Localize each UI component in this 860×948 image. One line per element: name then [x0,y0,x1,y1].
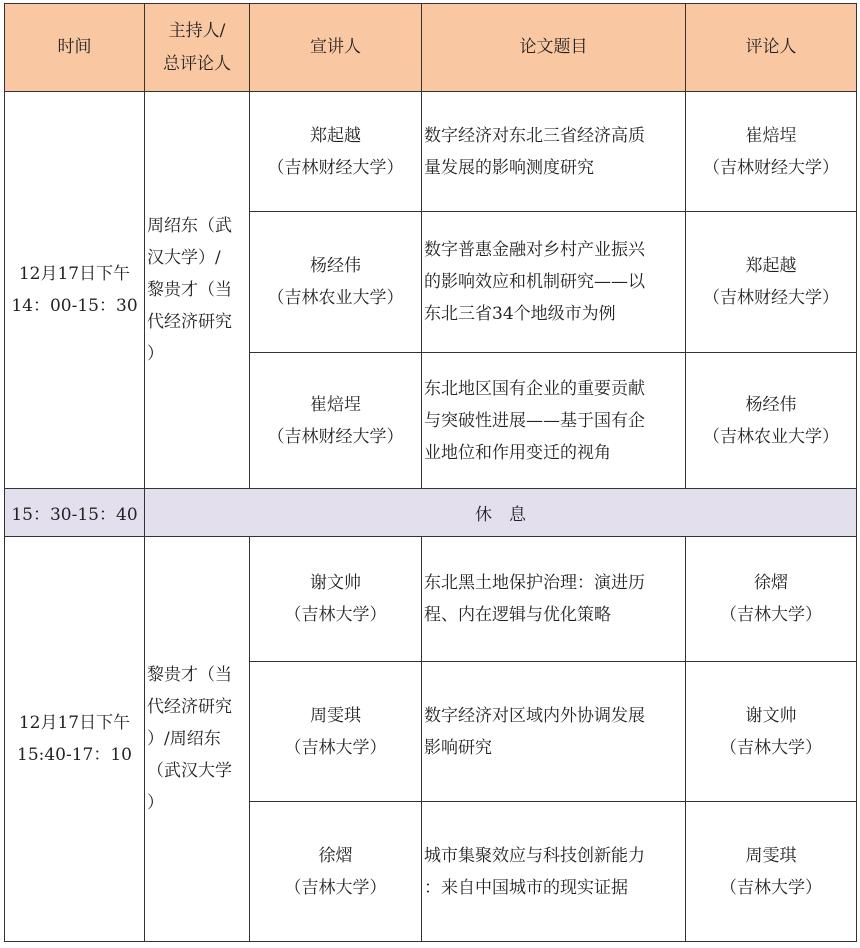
header-host-line2: 总评论人 [163,53,231,74]
reviewer-affiliation: （吉林财经大学） [703,288,839,308]
paper-title-line: 影响研究 [424,737,492,758]
session2-host-line: 代经济研究 [147,697,232,717]
reviewer-affiliation: （吉林大学） [720,737,822,758]
table-row [5,92,857,212]
session1-host-line: 代经济研究 [147,312,232,332]
paper-title-line: 东北三省34个地级市为例 [424,304,616,324]
speaker-name: 郑起越 [310,125,361,146]
reviewer-name: 崔焙埕 [745,125,797,146]
break-row [5,489,857,537]
table-row [5,537,857,662]
session2-time-line1: 12月17日下午 [18,713,131,733]
paper-title-cell [422,537,686,662]
session1-time-line1: 12月17日下午 [18,264,131,284]
speaker-cell [250,537,422,662]
speaker-cell [250,92,422,212]
session1-host-line: 汉大学）/ [147,248,221,268]
speaker-affiliation: （吉林财经大学） [267,426,404,447]
speaker-cell [250,662,422,802]
session2-host-line: ）/周绍东 [147,729,221,749]
paper-title-line: 数字经济对东北三省经济高质 [424,125,645,146]
reviewer-cell [686,802,857,942]
speaker-affiliation: （吉林大学） [284,605,387,625]
reviewer-name: 周雯琪 [745,845,797,866]
paper-title-line: 程、内在逻辑与优化策略 [424,605,611,625]
speaker-name: 崔焙埕 [310,394,361,415]
reviewer-name: 杨经伟 [745,394,797,415]
speaker-cell [250,802,422,942]
reviewer-affiliation: （吉林农业大学） [703,426,839,447]
header-reviewer: 评论人 [686,4,857,92]
paper-title-line: 数字普惠金融对乡村产业振兴 [424,240,645,260]
header-title: 论文题目 [422,4,686,92]
speaker-cell [250,212,422,353]
reviewer-affiliation: （吉林大学） [720,605,822,625]
header-row [5,4,857,92]
reviewer-name: 谢文帅 [745,705,797,726]
paper-title-line: 东北地区国有企业的重要贡献 [424,378,645,399]
session1-host-line: 周绍东（武 [147,216,232,236]
speaker-affiliation: （吉林大学） [284,737,387,758]
session2-host-line: （武汉大学 [147,761,232,781]
reviewer-cell [686,92,857,212]
paper-title-cell [422,92,686,212]
paper-title-line: 量发展的影响测度研究 [424,157,594,178]
paper-title-cell [422,353,686,489]
speaker-affiliation: （吉林大学） [284,877,387,898]
paper-title-line: 东北黑土地保护治理：演进历 [424,573,645,593]
speaker-name: 谢文帅 [310,573,361,593]
header-host-line1: 主持人/ [168,20,226,41]
break-time: 15：30-15：40 [5,489,145,537]
session1-host [145,92,250,489]
paper-title-cell [422,802,686,942]
paper-title-cell [422,662,686,802]
header-speaker: 宣讲人 [250,4,422,92]
reviewer-cell [686,212,857,353]
header-host [145,4,250,92]
speaker-name: 杨经伟 [310,256,361,276]
reviewer-cell [686,662,857,802]
session2-host-line: 黎贵才（当 [147,665,232,685]
speaker-affiliation: （吉林农业大学） [267,288,404,308]
reviewer-name: 郑起越 [745,256,797,276]
session2-host-line: ） [147,793,164,813]
reviewer-affiliation: （吉林财经大学） [703,157,839,178]
paper-title-line: 数字经济对区域内外协调发展 [424,705,645,726]
reviewer-cell [686,537,857,662]
speaker-affiliation: （吉林财经大学） [267,157,404,178]
speaker-cell [250,353,422,489]
reviewer-name: 徐熠 [754,573,788,593]
header-time: 时间 [5,4,145,92]
speaker-name: 周雯琪 [310,705,361,726]
session2-time [5,537,145,942]
session1-time-line2: 14：00-15：30 [11,296,138,316]
session2-host [145,537,250,942]
session1-host-line: ） [147,344,164,364]
reviewer-affiliation: （吉林大学） [720,877,822,898]
paper-title-cell [422,212,686,353]
session1-time [5,92,145,489]
paper-title-line: 城市集聚效应与科技创新能力 [424,845,645,866]
schedule-table [4,3,857,942]
reviewer-cell [686,353,857,489]
paper-title-line: ：来自中国城市的现实证据 [424,877,628,898]
paper-title-line: 业地位和作用变迁的视角 [424,442,611,463]
paper-title-line: 与突破性进展——基于国有企 [424,410,645,431]
break-label: 休 息 [145,489,857,537]
speaker-name: 徐熠 [318,845,353,866]
session2-time-line2: 15:40-17：10 [17,745,132,765]
paper-title-line: 的影响效应和机制研究——以 [424,272,645,292]
session1-host-line: 黎贵才（当 [147,280,232,300]
